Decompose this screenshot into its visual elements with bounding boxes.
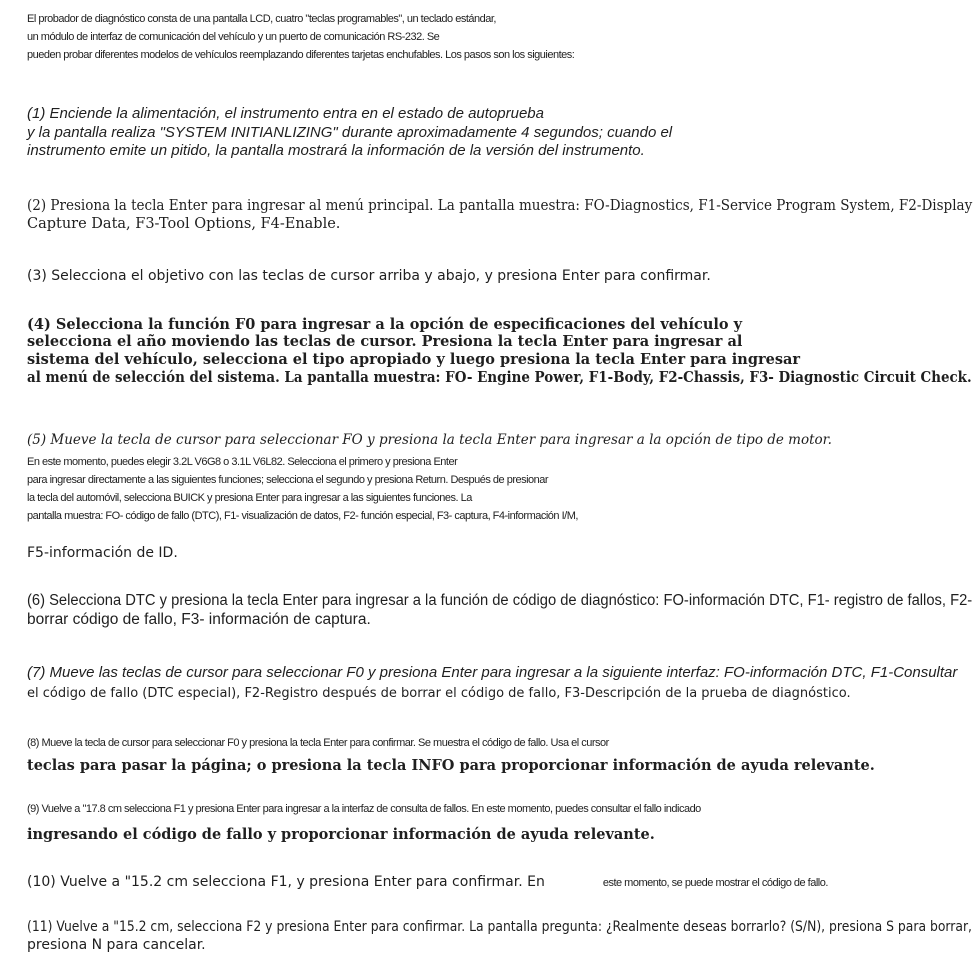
step-1-line-1: (1) Enciende la alimentación, el instrumento entra en el estado de autoprueba	[27, 105, 544, 122]
step-1-line-3: instrumento emite un pitido, la pantalla mostrará la información de la versión del instrumento.	[27, 142, 645, 159]
step-5-line-3: para ingresar directamente a las siguientes funciones; selecciona el segundo y presiona Return. Después de presionar	[27, 474, 549, 486]
step-10-part-1: (10) Vuelve a "15.2 cm selecciona F1, y presiona Enter para confirmar. En	[27, 874, 545, 890]
step-1-line-2: y la pantalla realiza "SYSTEM INITIANLIZING" durante aproximadamente 4 segundos; cuando el	[27, 124, 673, 141]
step-5-line-6: F5-información de ID.	[27, 545, 178, 561]
step-5-line-2: En este momento, puedes elegir 3.2L V6G8 o 3.1L V6L82. Selecciona el primero y presiona Enter	[27, 456, 458, 468]
step-4-line-1: (4) Selecciona la función F0 para ingresar a la opción de especificaciones del vehículo y	[27, 316, 743, 333]
step-8-line-2: teclas para pasar la página; o presiona la tecla INFO para proporcionar información de ayuda relevante.	[27, 757, 875, 774]
step-5-line-4: la tecla del automóvil, selecciona BUICK y presiona Enter para ingresar a las siguientes funciones. La	[27, 492, 472, 504]
intro-line-1: El probador de diagnóstico consta de una pantalla LCD, cuatro "teclas programables", un teclado estándar,	[27, 13, 496, 25]
step-10-part-2: este momento, se puede mostrar el código de fallo.	[602, 877, 828, 889]
step-5-line-1: (5) Mueve la tecla de cursor para seleccionar FO y presiona la tecla Enter para ingresar a la opción de tipo de motor.	[27, 432, 832, 448]
step-2-line-1: (2) Presiona la tecla Enter para ingresar al menú principal. La pantalla muestra: FO-Diagnostics, F1-Service Program System, F2-Display	[27, 198, 973, 214]
intro-line-3: pueden probar diferentes modelos de vehículos reemplazando diferentes tarjetas enchufables. Los pasos son los siguientes:	[27, 49, 575, 61]
step-5-line-5: pantalla muestra: FO- código de fallo (DTC), F1- visualización de datos, F2- función especial, F3- captura, F4-información I/M,	[27, 510, 578, 522]
step-10-line	[27, 874, 828, 890]
step-6-line-1: (6) Selecciona DTC y presiona la tecla Enter para ingresar a la función de código de diagnóstico: FO-información DTC, F1- registro de fallos, F2-	[27, 592, 973, 609]
step-11-line-1: (11) Vuelve a "15.2 cm, selecciona F2 y presiona Enter para confirmar. La pantalla pregunta: ¿Realmente deseas borrarlo? (S/N), presiona S para borrar,	[27, 919, 972, 935]
step-4-line-4: al menú de selección del sistema. La pantalla muestra: FO- Engine Power, F1-Body, F2-Chassis, F3- Diagnostic Circuit Check.	[27, 369, 972, 386]
intro-line-2: un módulo de interfaz de comunicación del vehículo y un puerto de comunicación RS-232. Se	[27, 31, 440, 43]
step-9-line-2: ingresando el código de fallo y proporcionar información de ayuda relevante.	[27, 826, 655, 843]
step-9-line-1: (9) Vuelve a "17.8 cm selecciona F1 y presiona Enter para ingresar a la interfaz de consulta de fallos. En este momento, puedes consultar el fallo indicado	[27, 803, 701, 815]
step-7-line-2: el código de fallo (DTC especial), F2-Registro después de borrar el código de fallo, F3-Descripción de la prueba de diagnóstico.	[27, 686, 851, 701]
step-3-line-1: (3) Selecciona el objetivo con las teclas de cursor arriba y abajo, y presiona Enter para confirmar.	[27, 268, 711, 284]
step-4-line-2: selecciona el año moviendo las teclas de cursor. Presiona la tecla Enter para ingresar al	[27, 333, 743, 350]
step-8-line-1: (8) Mueve la tecla de cursor para seleccionar F0 y presiona la tecla Enter para confirmar. Se muestra el código de fallo. Usa el cursor	[27, 737, 609, 749]
step-6-line-2: borrar código de fallo, F3- información de captura.	[27, 611, 371, 628]
step-2-line-2: Capture Data, F3-Tool Options, F4-Enable.	[27, 216, 341, 232]
step-4-line-3: sistema del vehículo, selecciona el tipo apropiado y luego presiona la tecla Enter para ingresar	[27, 351, 801, 368]
step-11-line-2: presiona N para cancelar.	[27, 937, 206, 953]
step-7-line-1: (7) Mueve las teclas de cursor para seleccionar F0 y presiona Enter para ingresar a la siguiente interfaz: FO-información DTC, F1-Consultar	[27, 664, 958, 681]
